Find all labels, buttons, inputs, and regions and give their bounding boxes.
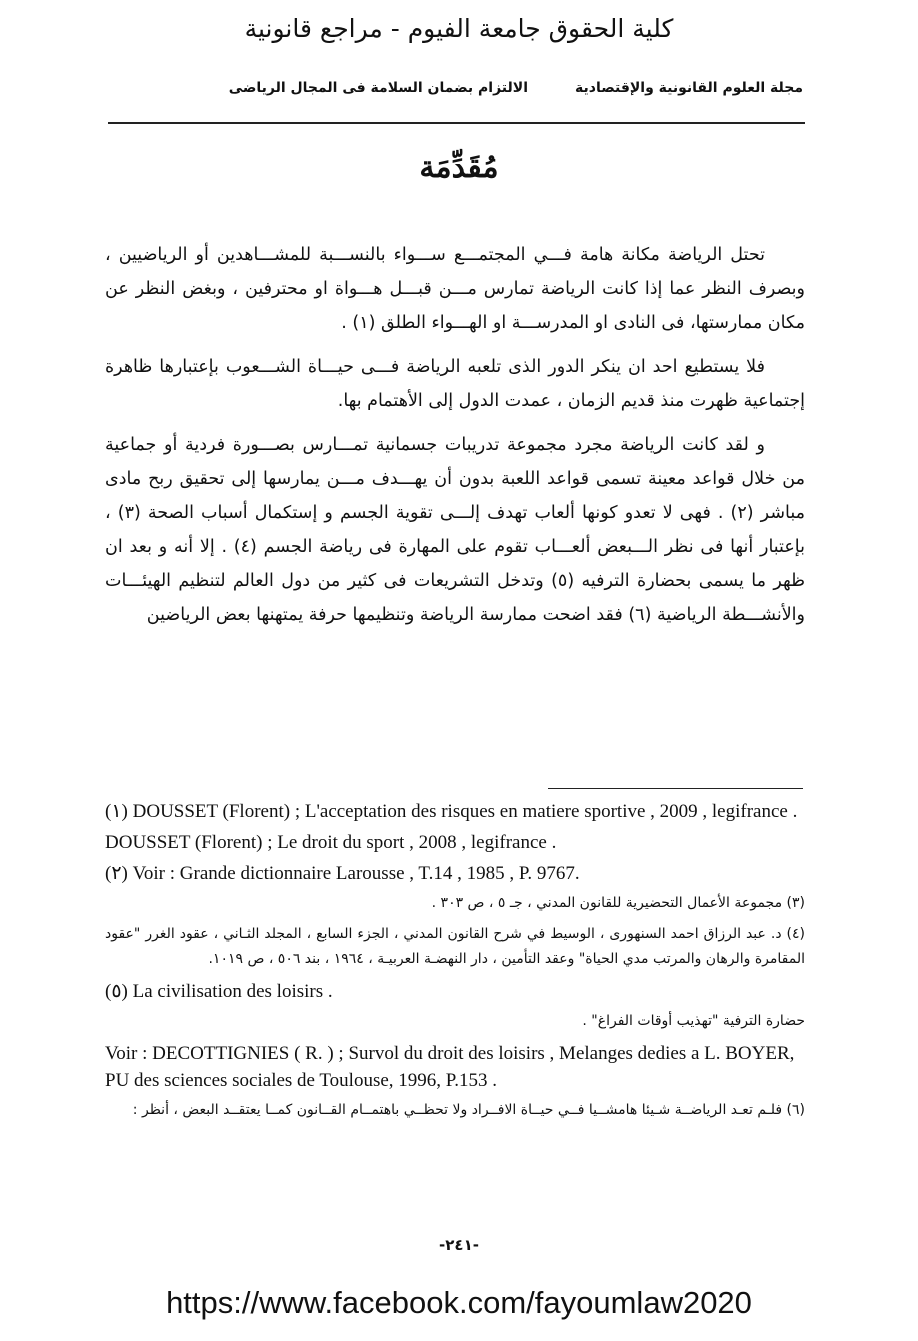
footnote-2: (٢) Voir : Grande dictionnaire Larousse , T.14 , 1985 , P. 9767. (105, 863, 580, 884)
footnotes (105, 798, 805, 1129)
paragraph-2: فلا يستطيع احد ان ينكر الدور الذى تلعبه الرياضة فـــى حيـــاة الشـــعوب بإعتبارها ظاهرة إجتماعية ظهرت منذ قديم الزمان ، عمدت الدول إلى الأهتمام بها. (105, 357, 805, 411)
footnote-5c: Voir : DECOTTIGNIES ( R. ) ; Survol du droit des loisirs , Melanges dedies a L. BOYER, PU des sciences sociales de Toulouse, 1996, P.153 . (105, 1043, 795, 1091)
footnote-6: (٦) فلـم تعـد الرياضــة شـيئا هامشــيا فــي حيــاة الافــراد ولا تحظــي باهتمــام القــانون كمــا يعتقــد البعض ، أنظر : (132, 1102, 805, 1118)
site-banner: كلية الحقوق جامعة الفيوم - مراجع قانونية (244, 14, 674, 43)
footnote-rule (548, 788, 803, 789)
footnote-1b: DOUSSET (Florent) ; Le droit du sport , 2008 , legifrance . (105, 832, 557, 853)
paragraph-3: و لقد كانت الرياضة مجرد مجموعة تدريبات جسمانية تمـــارس بصـــورة فردية أو جماعية من خلال قواعد معينة تسمى قواعد اللعبة بدون أن يهـــدف مـــن يمارسها إلى تحقيق ربح مادى مباشر (٢) . فهى لا تعدو كونها ألعاب تهدف إلـــى تقوية الجسم و إستكمال أسباب الصحة (٣) ، بإعتبار أنها فى نظر الـــبعض ألعـــاب تقوم على المهارة فى رياضة الجسم (٤) . إلا أنه و بعد ان ظهر ما يسمى بحضارة الترفيه (٥) وتدخل التشريعات فى كثير من دول العالم لتنظيم الهيئـــات والأنشـــطة الرياضية (٦) فقد اضحت ممارسة الرياضة وتنظيمها حرفة يمتهنها بعض الرياضين (105, 435, 805, 625)
page-number: -٢٤١- (439, 1236, 479, 1254)
body-text (105, 238, 805, 642)
footnote-5b: حضارة الترفية "تهذيب أوقات الفراغ" . (582, 1013, 805, 1029)
footnote-4: (٤) د. عبد الرزاق احمد السنهورى ، الوسيط في شرح القانون المدني ، الجزء السابع ، المجلد الثـاني ، عقود الغرر "عقود المقامرة والرهان والمرتب مدي الحياة" وعقد التأمين ، دار النهضـة العربيـة ، ١٩٦٤ ، بند ٥٠٦ ، ص ١٠١٩. (105, 926, 805, 967)
journal-name: مجلة العلوم القانونية والإقتصادية (575, 80, 803, 96)
footnote-1a: (١) DOUSSET (Florent) ; L'acceptation des risques en matiere sportive , 2009 , legifrance . (105, 801, 798, 822)
footnote-3: (٣) مجموعة الأعمال التحضيرية للقانون المدني ، جـ ٥ ، ص ٣٠٣ . (431, 895, 805, 911)
header-rule (108, 122, 805, 124)
paragraph-1: تحتل الرياضة مكانة هامة فـــي المجتمـــع ســـواء بالنســـبة للمشـــاهدين أو الرياضيين ، وبصرف النظر عما إذا كانت الرياضة تمارس مـــن قبـــل هـــواة او محترفين ، وبغض النظر عن مكان ممارستها، فى النادى او المدرســـة او الهـــواء الطلق (١) . (105, 245, 805, 333)
article-title: الالتزام بضمان السلامة فى المجال الرياضى (228, 80, 528, 96)
footer-url[interactable]: https://www.facebook.com/fayoumlaw2020 (166, 1285, 752, 1320)
section-title: مُقَدِّمَة (419, 150, 499, 185)
footnote-5a: (٥) La civilisation des loisirs . (105, 981, 333, 1002)
running-header (110, 80, 803, 104)
